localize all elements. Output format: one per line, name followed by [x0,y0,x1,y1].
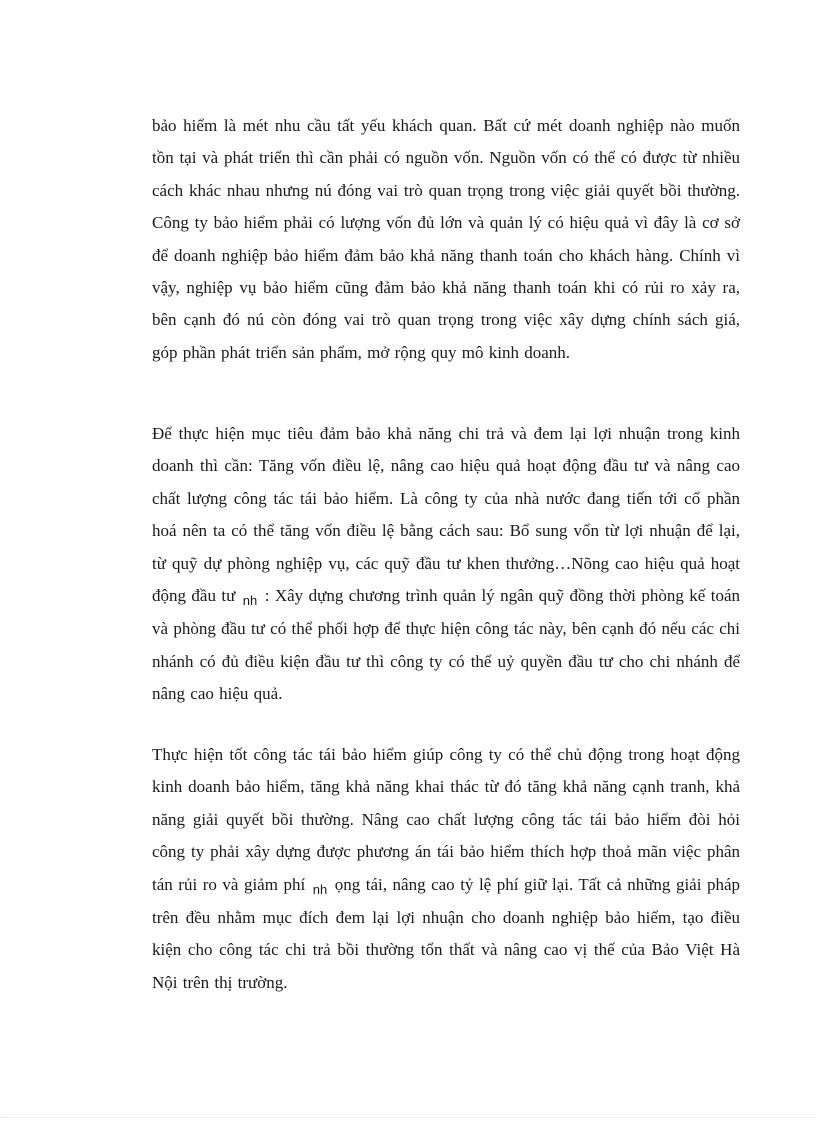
paragraph-2 [152,418,740,711]
paragraph-3-text-a: Thực hiện tốt công tác tái bảo hiểm giúp công ty có thể chủ động trong hoạt động kinh doanh bảo hiểm, tăng khả năng khai thác từ đó tăng khả năng cạnh tranh, khả năng giải quyết bồi thường. Nâng cao chất lượng công tác tái bảo hiểm đòi hỏi công ty phải xây dựng được phương án tái bảo hiểm thích hợp thoả mãn việc phân tán rủi ro và giảm phí [152,745,740,894]
paragraph-2-text-b: : Xây dựng chương trình quản lý ngân quỹ đồng thời phòng kế toán và phòng đầu tư có thể phối hợp để thực hiện công tác này, bên cạnh đó nếu các chi nhánh có đủ điều kiện đầu tư thì công ty có thể uỷ quyền đầu tư cho chi nhánh để nâng cao hiệu quả. [152,586,741,704]
paragraph-1 [152,110,740,369]
paragraph-1-text: bảo hiểm là mét nhu cầu tất yếu khách quan. Bất cứ mét doanh nghiệp nào muốn tồn tại và phát triển thì cần phải có nguồn vốn. Nguồn vốn có thể có được từ nhiều cách khác nhau nhưng nú đóng vai trò quan trọng trong việc giải quyết bồi thường. Công ty bảo hiểm phải có lượng vốn đủ lớn và quản lý có hiệu quả vì đây là cơ sở để doanh nghiệp bảo hiểm đảm bảo khả năng thanh toán cho khách hàng. Chính vì vậy, nghiệp vụ bảo hiểm cũng đảm bảo khả năng thanh toán khi có rủi ro xảy ra, bên cạnh đó nú còn đóng vai trò quan trọng trong việc xây dựng chính sách giá, góp phần phát triển sản phẩm, mở rộng quy mô kinh doanh. [152,116,740,362]
page-bottom-divider [0,1117,816,1118]
paragraph-3 [152,739,740,999]
paragraph-2-fragment: nh [242,593,258,609]
paragraph-3-fragment: nh [312,881,328,897]
paragraph-3-text-b: ọng tái, nâng cao tỷ lệ phí giữ lại. Tất cả những giải pháp trên đều nhằm mục đích đem lại lợi nhuận cho doanh nghiệp bảo hiểm, tạo điều kiện cho công tác chi trả bồi thường tổn thất và nâng cao vị thế của Bảo Việt Hà Nội trên thị trường. [152,874,741,992]
paragraph-2-text-a: Để thực hiện mục tiêu đảm bảo khả năng chi trả và đem lại lợi nhuận trong kinh doanh thì cần: Tăng vốn điều lệ, nâng cao hiệu quả hoạt động đầu tư và nâng cao chất lượng công tác tái bảo hiểm. Là công ty của nhà nước đang tiến tới cổ phần hoá nên ta có thể tăng vốn điều lệ bằng cách sau: Bổ sung vốn từ lợi nhuận để lại, từ quỹ dự phòng nghiệp vụ, các quỹ đầu tư khen thưởng…Nõng cao hiệu quả hoạt động đầu tư [152,424,740,606]
